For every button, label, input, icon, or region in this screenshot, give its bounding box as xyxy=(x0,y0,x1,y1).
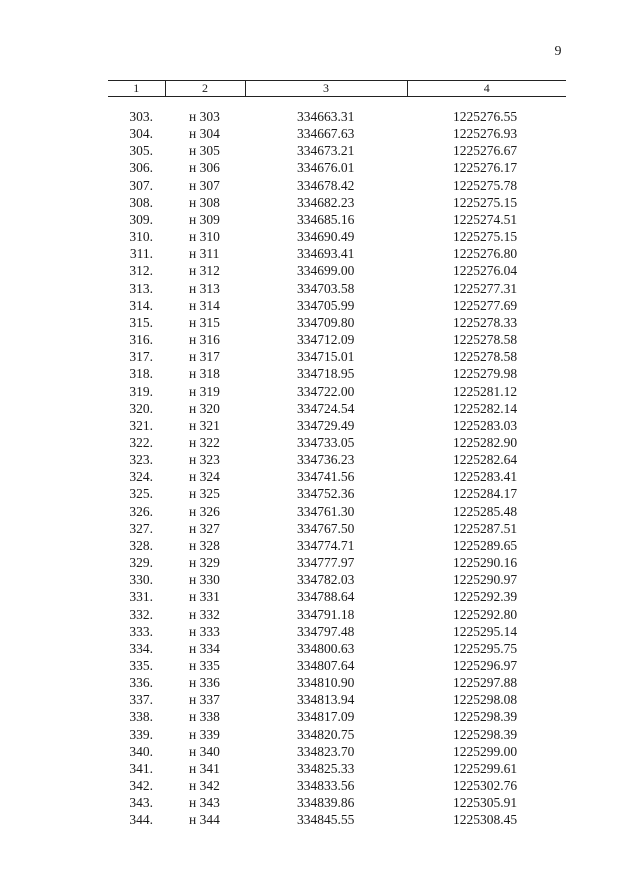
point-label: н 342 xyxy=(189,778,220,794)
x-coordinate: 334712.09 xyxy=(297,332,355,348)
x-coordinate: 334810.90 xyxy=(297,675,355,691)
y-coordinate: 1225284.17 xyxy=(453,486,518,502)
point-label: н 340 xyxy=(189,743,220,759)
y-coordinate: 1225295.14 xyxy=(453,623,518,639)
row-number: 327. xyxy=(129,520,153,536)
y-coordinate: 1225295.75 xyxy=(453,640,518,656)
column-header-2: 2 xyxy=(165,81,245,97)
point-label: н 331 xyxy=(189,589,220,605)
y-coordinate: 1225305.91 xyxy=(453,795,518,811)
x-coordinate: 334673.21 xyxy=(297,143,355,159)
table-row xyxy=(108,777,566,794)
point-label: н 330 xyxy=(189,572,220,588)
point-label: н 343 xyxy=(189,795,220,811)
row-number: 305. xyxy=(129,143,153,159)
point-label: н 311 xyxy=(189,246,220,262)
table-row xyxy=(108,97,566,126)
x-coordinate: 334693.41 xyxy=(297,246,355,262)
y-coordinate: 1225277.31 xyxy=(453,280,518,296)
table-row xyxy=(108,571,566,588)
row-number: 306. xyxy=(129,160,153,176)
y-coordinate: 1225276.93 xyxy=(453,126,518,142)
point-label: н 303 xyxy=(189,109,220,124)
row-number: 325. xyxy=(129,486,153,502)
x-coordinate: 334774.71 xyxy=(297,537,355,553)
row-number: 337. xyxy=(129,692,153,708)
table-row xyxy=(108,417,566,434)
row-number: 339. xyxy=(129,726,153,742)
row-number: 310. xyxy=(129,229,153,245)
table-row xyxy=(108,708,566,725)
row-number: 308. xyxy=(129,194,153,210)
row-number: 304. xyxy=(129,126,153,142)
point-label: н 307 xyxy=(189,177,220,193)
column-header-4: 4 xyxy=(407,81,566,97)
y-coordinate: 1225275.78 xyxy=(453,177,518,193)
point-label: н 327 xyxy=(189,520,220,536)
row-number: 342. xyxy=(129,778,153,794)
point-label: н 318 xyxy=(189,366,220,382)
y-coordinate: 1225298.08 xyxy=(453,692,518,708)
y-coordinate: 1225290.97 xyxy=(453,572,518,588)
row-number: 303. xyxy=(129,109,153,124)
row-number: 326. xyxy=(129,503,153,519)
y-coordinate: 1225274.51 xyxy=(453,211,518,227)
table-row xyxy=(108,262,566,279)
table-header-row xyxy=(108,81,566,97)
table-row xyxy=(108,211,566,228)
y-coordinate: 1225276.80 xyxy=(453,246,518,262)
point-label: н 306 xyxy=(189,160,220,176)
x-coordinate: 334823.70 xyxy=(297,743,355,759)
row-number: 340. xyxy=(129,743,153,759)
y-coordinate: 1225289.65 xyxy=(453,537,518,553)
y-coordinate: 1225285.48 xyxy=(453,503,518,519)
point-label: н 324 xyxy=(189,469,220,485)
x-coordinate: 334833.56 xyxy=(297,778,355,794)
row-number: 329. xyxy=(129,555,153,571)
table-row xyxy=(108,503,566,520)
y-coordinate: 1225276.04 xyxy=(453,263,518,279)
point-label: н 333 xyxy=(189,623,220,639)
x-coordinate: 334736.23 xyxy=(297,452,355,468)
row-number: 334. xyxy=(129,640,153,656)
y-coordinate: 1225287.51 xyxy=(453,520,518,536)
y-coordinate: 1225282.90 xyxy=(453,434,518,450)
table-row xyxy=(108,485,566,502)
row-number: 333. xyxy=(129,623,153,639)
y-coordinate: 1225282.14 xyxy=(453,400,518,416)
y-coordinate: 1225292.39 xyxy=(453,589,518,605)
row-number: 330. xyxy=(129,572,153,588)
row-number: 309. xyxy=(129,211,153,227)
row-number: 312. xyxy=(129,263,153,279)
row-number: 314. xyxy=(129,297,153,313)
table-row xyxy=(108,760,566,777)
y-coordinate: 1225278.33 xyxy=(453,314,518,330)
y-coordinate: 1225302.76 xyxy=(453,778,518,794)
y-coordinate: 1225292.80 xyxy=(453,606,518,622)
table-row xyxy=(108,691,566,708)
table-row xyxy=(108,554,566,571)
table-row xyxy=(108,640,566,657)
row-number: 338. xyxy=(129,709,153,725)
y-coordinate: 1225290.16 xyxy=(453,555,518,571)
y-coordinate: 1225279.98 xyxy=(453,366,518,382)
y-coordinate: 1225299.00 xyxy=(453,743,518,759)
point-label: н 339 xyxy=(189,726,220,742)
table-row xyxy=(108,606,566,623)
x-coordinate: 334782.03 xyxy=(297,572,355,588)
row-number: 315. xyxy=(129,314,153,330)
x-coordinate: 334807.64 xyxy=(297,658,355,673)
x-coordinate: 334767.50 xyxy=(297,520,355,536)
table-row xyxy=(108,177,566,194)
row-number: 318. xyxy=(129,366,153,382)
table-row xyxy=(108,520,566,537)
x-coordinate: 334715.01 xyxy=(297,349,355,365)
x-coordinate: 334845.55 xyxy=(297,812,355,828)
point-label: н 329 xyxy=(189,555,220,571)
x-coordinate: 334709.80 xyxy=(297,314,355,330)
table-row xyxy=(108,194,566,211)
y-coordinate: 1225276.17 xyxy=(453,160,518,176)
table-row xyxy=(108,245,566,262)
x-coordinate: 334685.16 xyxy=(297,211,355,227)
y-coordinate: 1225282.64 xyxy=(453,452,518,468)
y-coordinate: 1225275.15 xyxy=(453,229,518,245)
row-number: 343. xyxy=(129,795,153,811)
x-coordinate: 334820.75 xyxy=(297,726,355,742)
x-coordinate: 334741.56 xyxy=(297,469,355,485)
page-number: 9 xyxy=(554,44,562,59)
point-label: н 314 xyxy=(189,297,220,313)
point-label: н 338 xyxy=(189,709,220,725)
point-label: н 316 xyxy=(189,332,220,348)
point-label: н 336 xyxy=(189,675,220,691)
row-number: 341. xyxy=(129,760,153,776)
table-row xyxy=(108,348,566,365)
x-coordinate: 334797.48 xyxy=(297,623,355,639)
table-row xyxy=(108,314,566,331)
table-row xyxy=(108,125,566,142)
x-coordinate: 334690.49 xyxy=(297,229,355,245)
row-number: 321. xyxy=(129,417,153,433)
y-coordinate: 1225276.55 xyxy=(453,109,518,124)
y-coordinate: 1225278.58 xyxy=(453,332,518,348)
point-label: н 328 xyxy=(189,537,220,553)
y-coordinate: 1225277.69 xyxy=(453,297,518,313)
y-coordinate: 1225276.67 xyxy=(453,143,518,159)
row-number: 323. xyxy=(129,452,153,468)
table-row xyxy=(108,743,566,760)
table-row xyxy=(108,383,566,400)
x-coordinate: 334682.23 xyxy=(297,194,355,210)
x-coordinate: 334791.18 xyxy=(297,606,355,622)
table-row xyxy=(108,297,566,314)
y-coordinate: 1225283.41 xyxy=(453,469,518,485)
point-label: н 344 xyxy=(189,812,220,828)
point-label: н 304 xyxy=(189,126,220,142)
x-coordinate: 334733.05 xyxy=(297,434,355,450)
y-coordinate: 1225298.39 xyxy=(453,709,518,725)
point-label: н 323 xyxy=(189,452,220,468)
point-label: н 337 xyxy=(189,692,220,708)
table-row xyxy=(108,331,566,348)
table-row xyxy=(108,674,566,691)
x-coordinate: 334724.54 xyxy=(297,400,355,416)
y-coordinate: 1225299.61 xyxy=(453,760,518,776)
point-label: н 312 xyxy=(189,263,220,279)
point-label: н 326 xyxy=(189,503,220,519)
row-number: 328. xyxy=(129,537,153,553)
x-coordinate: 334703.58 xyxy=(297,280,355,296)
row-number: 307. xyxy=(129,177,153,193)
table-row xyxy=(108,468,566,485)
y-coordinate: 1225281.12 xyxy=(453,383,518,399)
point-label: н 305 xyxy=(189,143,220,159)
row-number: 324. xyxy=(129,469,153,485)
table-row xyxy=(108,451,566,468)
table-row xyxy=(108,142,566,159)
x-coordinate: 334839.86 xyxy=(297,795,355,811)
point-label: н 308 xyxy=(189,194,220,210)
x-coordinate: 334729.49 xyxy=(297,417,355,433)
row-number: 335. xyxy=(129,658,153,673)
y-coordinate: 1225297.88 xyxy=(453,675,518,691)
x-coordinate: 334676.01 xyxy=(297,160,355,176)
row-number: 332. xyxy=(129,606,153,622)
row-number: 313. xyxy=(129,280,153,296)
point-label: н 320 xyxy=(189,400,220,416)
point-label: н 325 xyxy=(189,486,220,502)
point-label: н 310 xyxy=(189,229,220,245)
point-label: н 309 xyxy=(189,211,220,227)
x-coordinate: 334777.97 xyxy=(297,555,355,571)
row-number: 317. xyxy=(129,349,153,365)
x-coordinate: 334825.33 xyxy=(297,760,355,776)
row-number: 331. xyxy=(129,589,153,605)
row-number: 316. xyxy=(129,332,153,348)
table-row xyxy=(108,811,566,828)
table-row xyxy=(108,726,566,743)
column-header-3: 3 xyxy=(245,81,407,97)
point-label: н 322 xyxy=(189,434,220,450)
row-number: 322. xyxy=(129,434,153,450)
x-coordinate: 334718.95 xyxy=(297,366,355,382)
table-row xyxy=(108,434,566,451)
table-row xyxy=(108,400,566,417)
x-coordinate: 334663.31 xyxy=(297,109,355,124)
x-coordinate: 334752.36 xyxy=(297,486,355,502)
x-coordinate: 334699.00 xyxy=(297,263,355,279)
table-row xyxy=(108,537,566,554)
point-label: н 321 xyxy=(189,417,220,433)
point-label: н 335 xyxy=(189,658,220,673)
x-coordinate: 334761.30 xyxy=(297,503,355,519)
point-label: н 319 xyxy=(189,383,220,399)
table-row xyxy=(108,365,566,382)
table-row xyxy=(108,228,566,245)
x-coordinate: 334800.63 xyxy=(297,640,355,656)
table-body xyxy=(108,97,566,829)
table-row xyxy=(108,280,566,297)
y-coordinate: 1225278.58 xyxy=(453,349,518,365)
point-label: н 313 xyxy=(189,280,220,296)
y-coordinate: 1225275.15 xyxy=(453,194,518,210)
x-coordinate: 334678.42 xyxy=(297,177,355,193)
row-number: 336. xyxy=(129,675,153,691)
point-label: н 332 xyxy=(189,606,220,622)
x-coordinate: 334667.63 xyxy=(297,126,355,142)
point-label: н 317 xyxy=(189,349,220,365)
table-row xyxy=(108,623,566,640)
point-label: н 341 xyxy=(189,760,220,776)
x-coordinate: 334705.99 xyxy=(297,297,355,313)
row-number: 319. xyxy=(129,383,153,399)
row-number: 320. xyxy=(129,400,153,416)
x-coordinate: 334788.64 xyxy=(297,589,355,605)
table-row xyxy=(108,794,566,811)
x-coordinate: 334813.94 xyxy=(297,692,355,708)
table-row xyxy=(108,657,566,674)
coordinates-table xyxy=(108,80,566,829)
column-header-1: 1 xyxy=(108,81,165,97)
y-coordinate: 1225298.39 xyxy=(453,726,518,742)
table-row xyxy=(108,159,566,176)
y-coordinate: 1225308.45 xyxy=(453,812,518,828)
x-coordinate: 334722.00 xyxy=(297,383,355,399)
point-label: н 334 xyxy=(189,640,220,656)
y-coordinate: 1225296.97 xyxy=(453,658,518,673)
row-number: 344. xyxy=(129,812,153,828)
row-number: 311. xyxy=(129,246,153,262)
x-coordinate: 334817.09 xyxy=(297,709,355,725)
table-row xyxy=(108,588,566,605)
y-coordinate: 1225283.03 xyxy=(453,417,518,433)
point-label: н 315 xyxy=(189,314,220,330)
